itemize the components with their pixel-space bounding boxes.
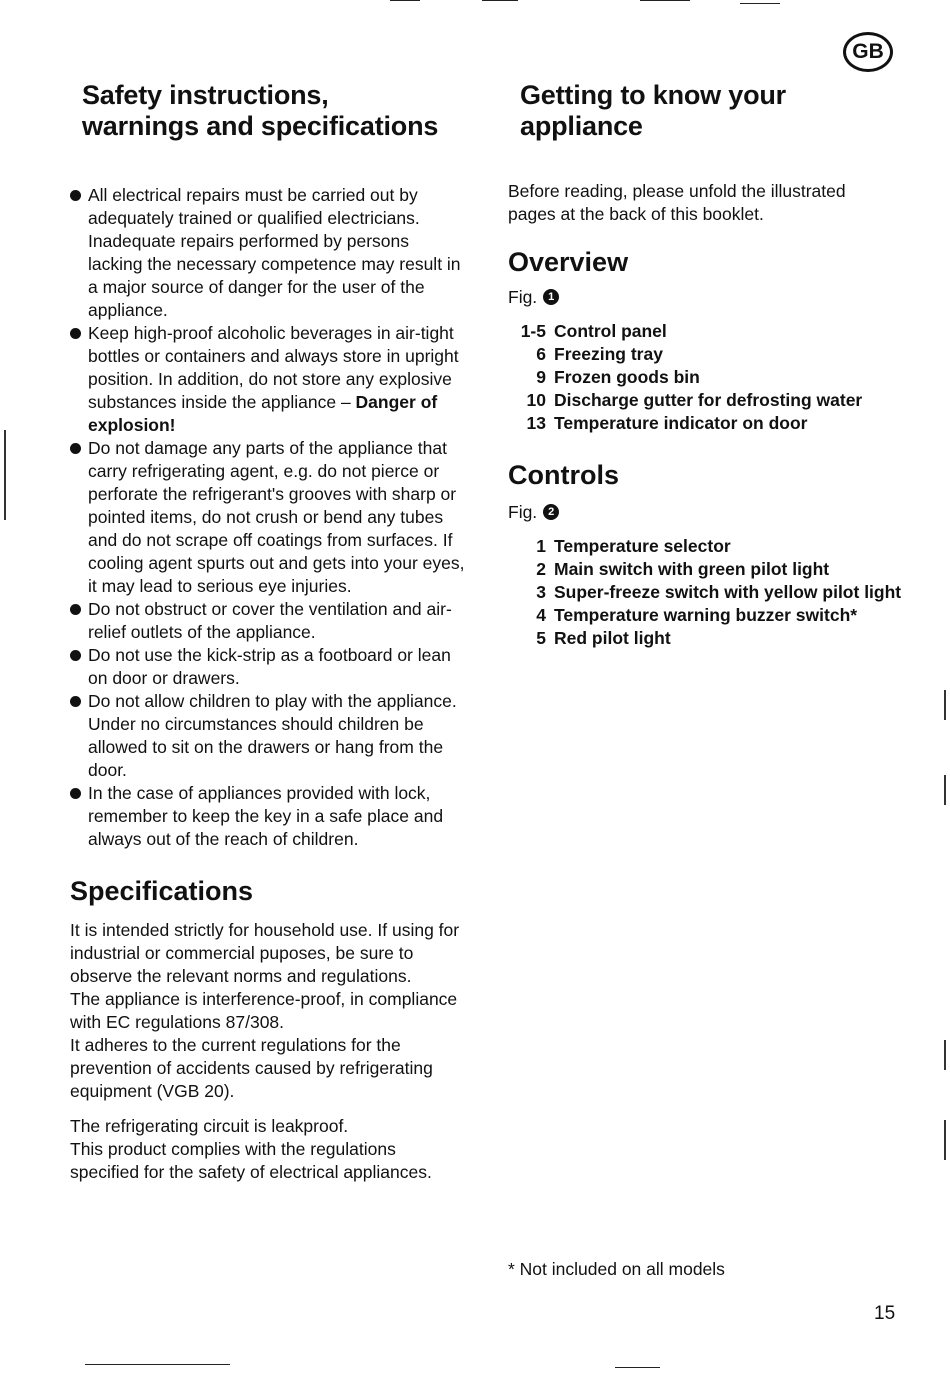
item-label: Discharge gutter for defrosting water [554,390,863,410]
bullet-text: Do not allow children to play with the appliance. Under no circumstances should children be allowed to sit on the drawers or hang from the door. [88,691,457,780]
fig-number-icon: 2 [543,504,559,520]
list-item [508,366,908,389]
list-item [70,184,465,322]
bullet-icon [70,190,81,201]
top-edge-rule [740,3,780,4]
list-item [70,644,465,690]
bullet-icon [70,788,81,799]
item-number: 5 [536,628,546,648]
scan-edge-mark [4,430,6,520]
overview-fig-ref [508,286,908,308]
warning-emphasis: Danger of explosion! [88,392,438,435]
bottom-edge-rule [615,1367,660,1368]
item-label: Red pilot light [554,628,671,648]
bottom-edge-rule [85,1364,230,1365]
bullet-text: All electrical repairs must be carried out by adequately trained or qualified electricians. Inadequate repairs performed by persons lacking the necessary competence may result in a major source of danger for the user of the appliance. [88,185,461,320]
bullet-icon [70,650,81,661]
appliance-title [520,80,908,142]
fig-number-icon: 1 [543,289,559,305]
bullet-text: Keep high-proof alcoholic beverages in air-tight bottles or containers and always store in upright position. In addition, do not store any explosive substances inside the appliance – [88,323,459,412]
item-number: 3 [536,582,546,602]
list-item [508,627,908,650]
item-number: 2 [536,559,546,579]
controls-list [508,535,908,650]
scan-edge-mark [944,1120,946,1160]
safety-title-line-2: warnings and specifications [82,111,439,141]
appliance-title-line-1: Getting to know your [520,80,786,110]
list-item [70,598,465,644]
item-number: 1 [536,536,546,556]
list-item [508,389,908,412]
footnote: * Not included on all models [508,1259,725,1279]
safety-title [82,80,465,142]
list-item [70,322,465,437]
controls-heading: Controls [508,460,619,490]
item-number: 6 [536,344,546,364]
overview-list [508,320,908,435]
bullet-text: Do not obstruct or cover the ventilation and air-relief outlets of the appliance. [88,599,452,642]
top-edge-rule [390,0,420,1]
appliance-title-line-2: appliance [520,111,643,141]
language-badge: GB [843,32,893,72]
controls-fig-ref [508,501,908,523]
list-item [508,535,908,558]
scan-edge-mark [944,775,946,805]
bullet-text: Do not use the kick-strip as a footboard or lean on door or drawers. [88,645,451,688]
fig-label: Fig. [508,287,538,307]
item-label: Main switch with green pilot light [554,559,830,579]
item-number: 4 [536,605,546,625]
item-label: Frozen goods bin [554,367,700,387]
bullet-text: In the case of appliances provided with lock, remember to keep the key in a safe place and always out of the reach of children. [88,783,444,849]
top-edge-rule [482,0,518,1]
list-item [508,320,908,343]
spec-paragraph: This product complies with the regulations specified for the safety of electrical appliances. [70,1139,432,1182]
item-label: Temperature warning buzzer switch* [554,605,858,625]
bullet-text: Do not damage any parts of the appliance that carry refrigerating agent, e.g. do not pierce or perforate the refrigerant's grooves with sharp or pointed items, do not crush or bend any tubes and do not scrape off coatings from surfaces. If cooling agent spurts out and gets into your eyes, it may lead to serious eye injuries. [88,438,465,596]
item-label: Freezing tray [554,344,663,364]
spec-paragraph: It is intended strictly for household use. If using for industrial or commercial puposes, be sure to observe the relevant norms and regulations. [70,920,460,986]
list-item [70,437,465,598]
scan-edge-mark [944,1040,946,1070]
list-item [508,558,908,581]
safety-bullet-list [70,184,465,851]
top-edge-rule [640,0,690,1]
item-number: 9 [536,367,546,387]
right-column [508,80,908,650]
list-item [508,343,908,366]
specifications-heading: Specifications [70,876,254,906]
item-number: 13 [526,413,546,433]
spec-paragraph: It adheres to the current regulations for the prevention of accidents caused by refrigerating equipment (VGB 20). [70,1035,433,1101]
list-item [508,581,908,604]
bullet-icon [70,604,81,615]
spec-paragraph: The appliance is interference-proof, in compliance with EC regulations 87/308. [70,989,458,1032]
item-number: 1-5 [520,321,546,341]
item-number: 10 [526,390,546,410]
list-item [70,782,465,851]
bullet-icon [70,328,81,339]
bullet-icon [70,443,81,454]
safety-title-line-1: Safety instructions, [82,80,329,110]
overview-heading: Overview [508,247,629,277]
left-column [70,80,465,1184]
list-item [70,690,465,782]
item-label: Control panel [554,321,667,341]
list-item [508,604,908,627]
fig-label: Fig. [508,502,538,522]
item-label: Temperature selector [554,536,731,556]
page-number: 15 [874,1303,896,1324]
specifications-body [70,919,465,1184]
scan-edge-mark [944,690,946,720]
intro-text: Before reading, please unfold the illustrated pages at the back of this booklet. [508,181,846,224]
list-item [508,412,908,435]
item-label: Super-freeze switch with yellow pilot light [554,582,902,602]
bullet-icon [70,696,81,707]
spec-paragraph: The refrigerating circuit is leakproof. [70,1116,349,1136]
item-label: Temperature indicator on door [554,413,808,433]
